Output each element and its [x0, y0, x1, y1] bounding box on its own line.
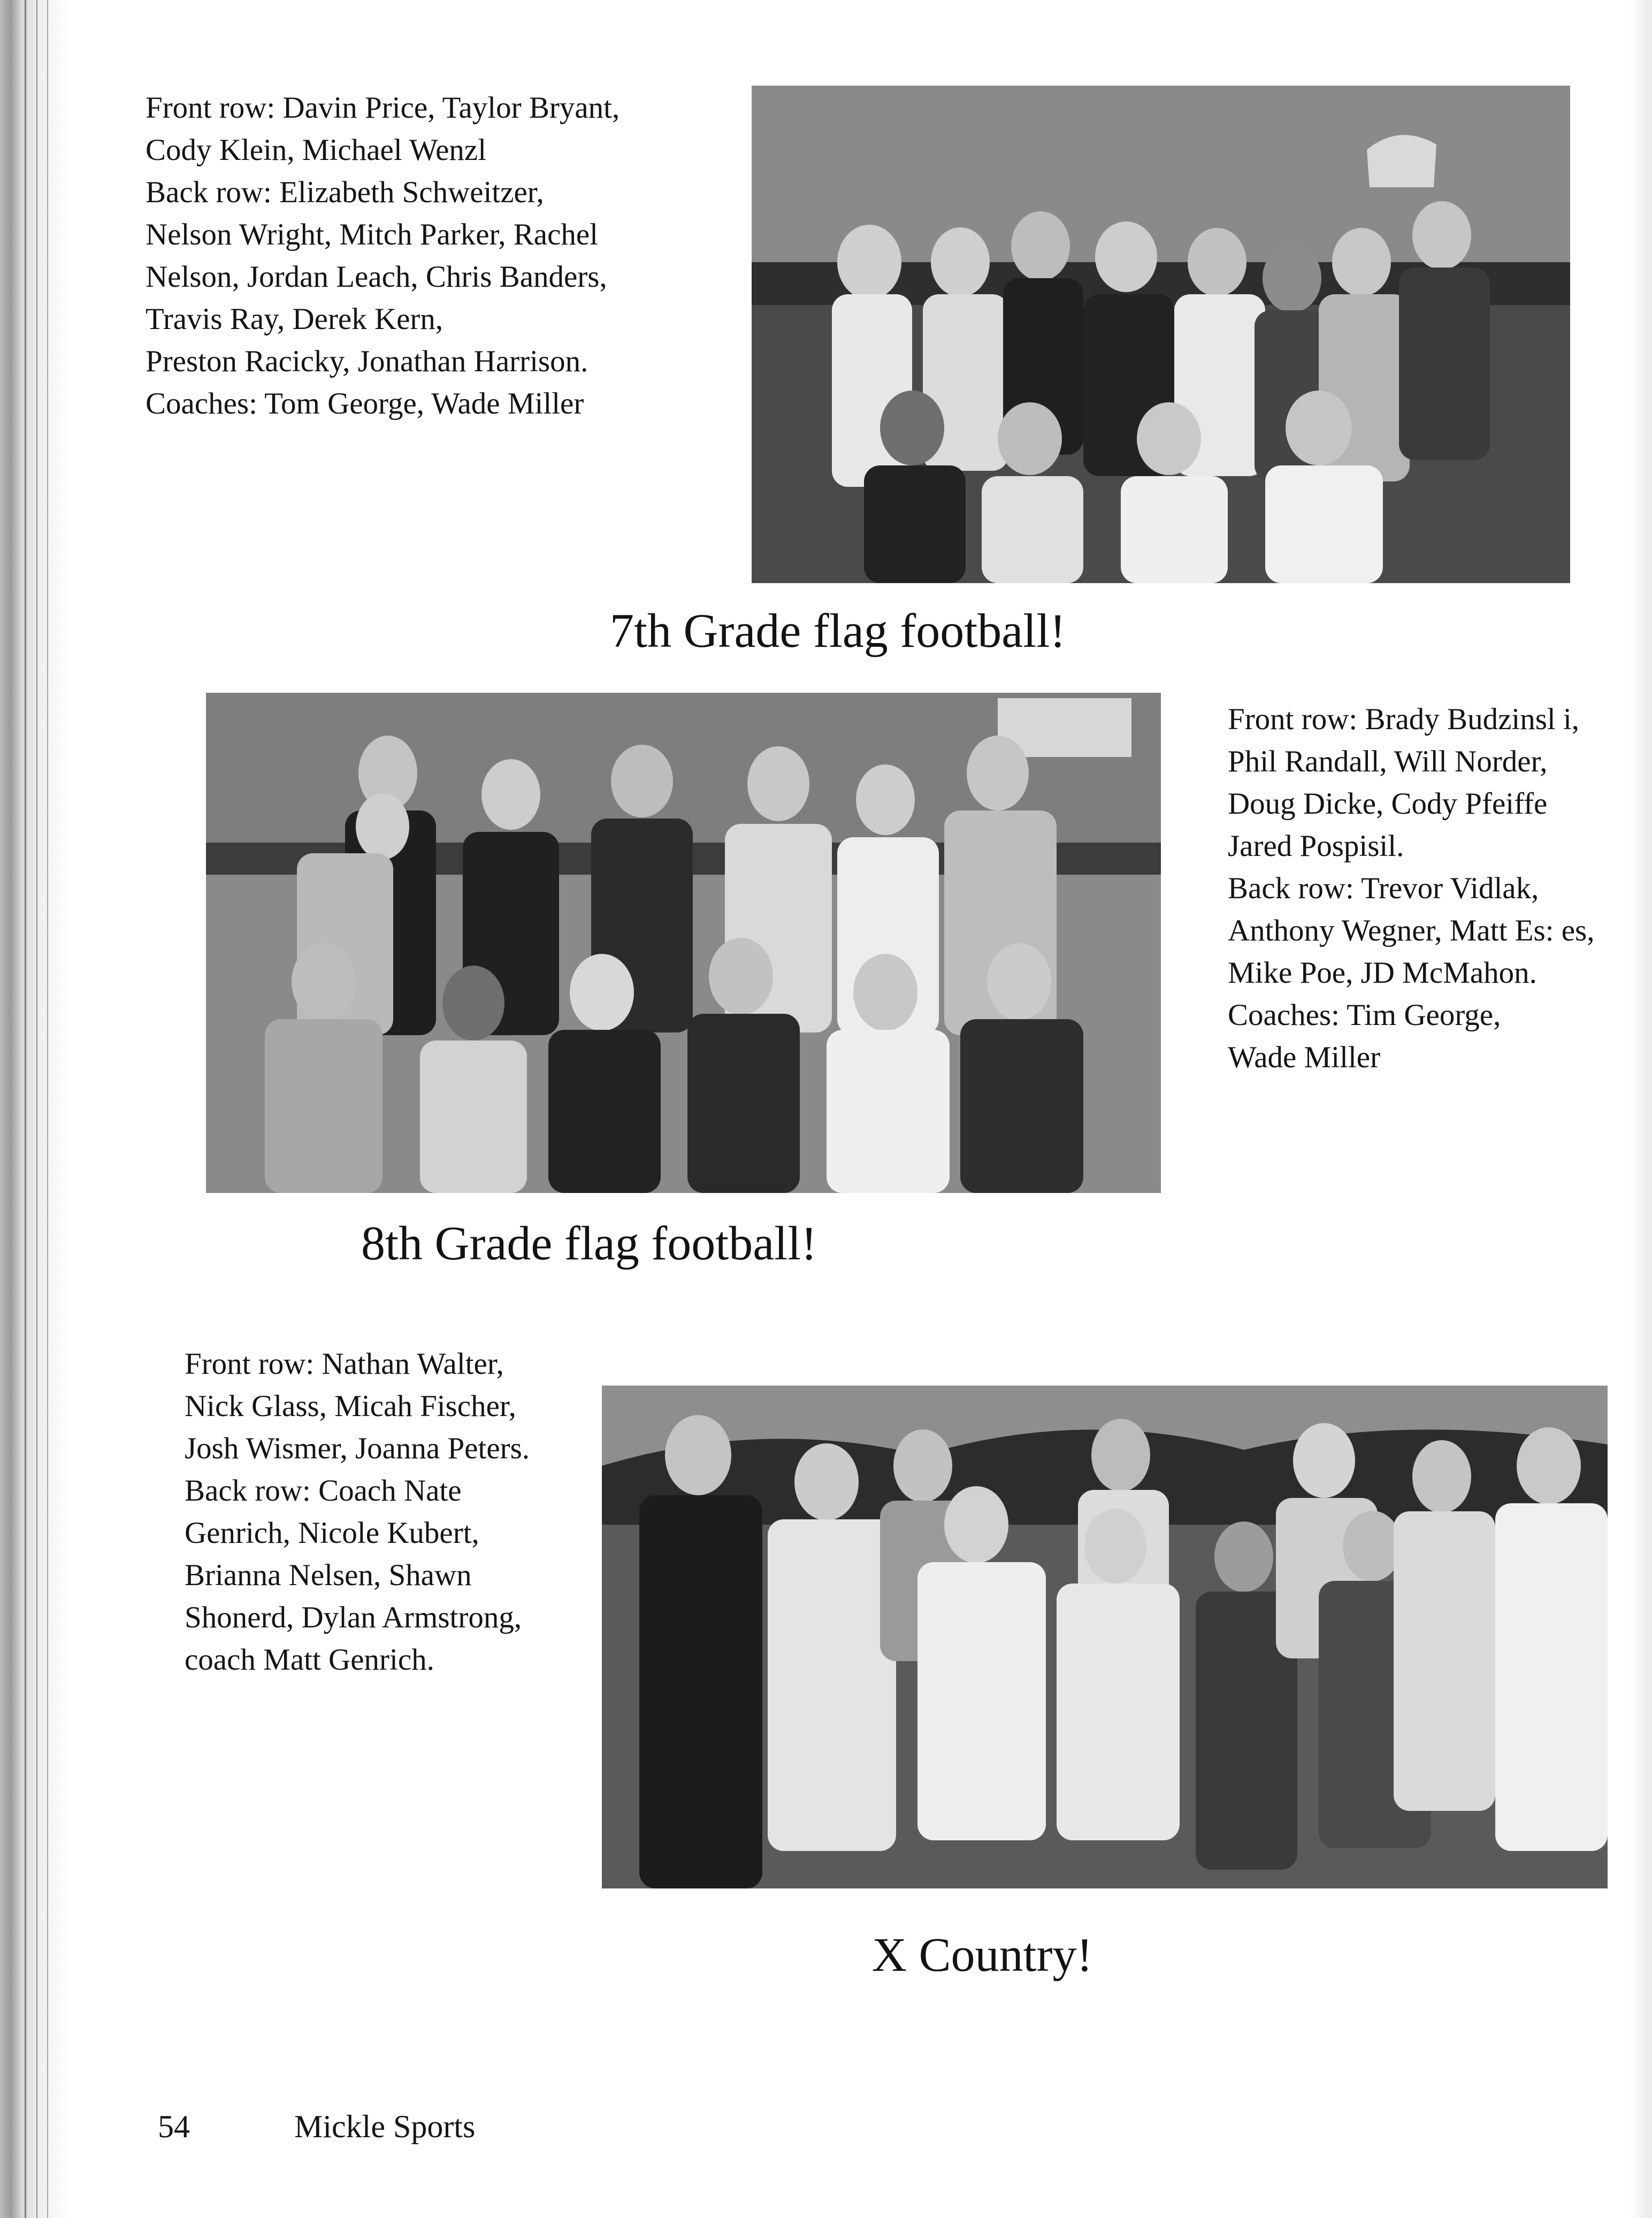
caption-line: Nelson, Jordan Leach, Chris Banders,: [146, 260, 607, 294]
section-title-8th-grade: 8th Grade flag football!: [361, 1217, 817, 1270]
binding-edge-line: [25, 0, 26, 2218]
caption-line: Jared Pospisil.: [1228, 829, 1404, 863]
section-title-7th-grade: 7th Grade flag football!: [610, 605, 1066, 657]
caption-line: Back row: Trevor Vidlak,: [1228, 871, 1539, 905]
caption-line: Travis Ray, Derek Kern,: [146, 302, 443, 336]
caption-line: Brianna Nelsen, Shawn: [185, 1558, 472, 1592]
caption-line: Wade Miller: [1228, 1041, 1381, 1074]
caption-line: Back row: Coach Nate: [185, 1474, 462, 1508]
binding-edge-line: [36, 0, 37, 2218]
caption-line: Anthony Wegner, Matt Es: es,: [1228, 914, 1595, 947]
caption-8th-grade: [1228, 698, 1594, 1079]
caption-line: Phil Randall, Will Norder,: [1228, 745, 1548, 778]
team-photo-x-country: [602, 1386, 1608, 1888]
caption-line: Doug Dicke, Cody Pfeiffe: [1228, 787, 1548, 821]
caption-line: Nick Glass, Micah Fischer,: [185, 1389, 516, 1423]
caption-line: Front row: Davin Price, Taylor Bryant,: [146, 91, 620, 125]
caption-line: Nelson Wright, Mitch Parker, Rachel: [146, 218, 599, 251]
caption-line: coach Matt Genrich.: [185, 1643, 434, 1677]
caption-line: Cody Klein, Michael Wenzl: [146, 133, 487, 167]
team-photo-7th-grade: [752, 86, 1570, 583]
caption-line: Front row: Brady Budzinsl i,: [1228, 702, 1580, 736]
caption-line: Coaches: Tom George, Wade Miller: [146, 387, 584, 420]
team-photo-8th-grade: [206, 693, 1161, 1193]
page-edge-shadow: [1631, 0, 1652, 2218]
caption-7th-grade: [146, 87, 620, 425]
binding-edge-line: [47, 0, 48, 2218]
caption-x-country: [185, 1343, 530, 1681]
book-binding-shadow: [0, 0, 70, 2218]
caption-line: Josh Wismer, Joanna Peters.: [185, 1432, 530, 1465]
section-title-x-country: X Country!: [872, 1929, 1093, 1982]
caption-line: Back row: Elizabeth Schweitzer,: [146, 175, 544, 209]
caption-line: Shonerd, Dylan Armstrong,: [185, 1601, 522, 1634]
caption-line: Genrich, Nicole Kubert,: [185, 1516, 479, 1550]
running-footer-label: Mickle Sports: [294, 2109, 476, 2144]
caption-line: Mike Poe, JD McMahon.: [1228, 956, 1537, 990]
page-number: 54: [158, 2109, 190, 2144]
caption-line: Coaches: Tim George,: [1228, 998, 1501, 1032]
caption-line: Preston Racicky, Jonathan Harrison.: [146, 345, 588, 378]
caption-line: Front row: Nathan Walter,: [185, 1347, 504, 1381]
